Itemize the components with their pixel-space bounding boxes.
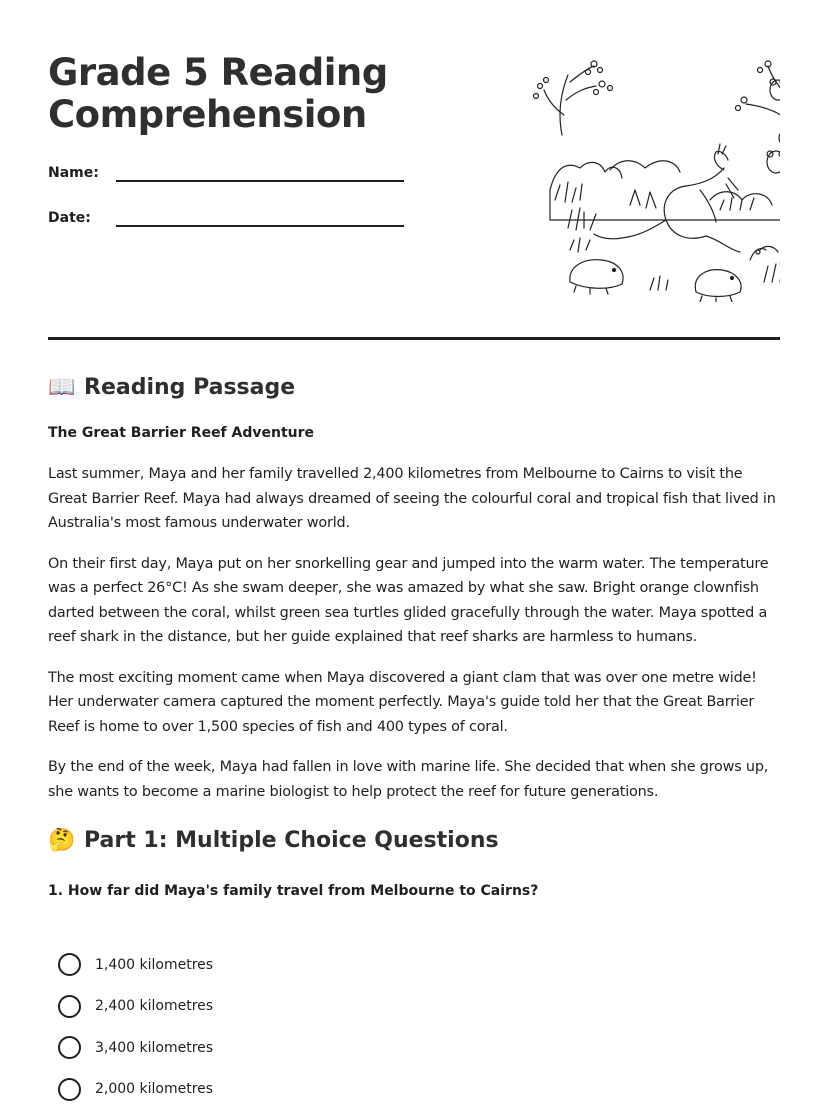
answer-option[interactable] <box>58 1027 213 1069</box>
question-1-options <box>58 944 213 1110</box>
bushland-background <box>550 161 780 220</box>
passage-paragraph: By the end of the week, Maya had fallen in love with marine life. She decided that when she grows up, she wants to become a marine biologist to help protect the reef for future generations. <box>48 759 769 800</box>
wombat-drawing <box>570 260 623 294</box>
answer-option[interactable] <box>58 986 213 1028</box>
kangaroo-drawing <box>594 144 740 252</box>
radio-circle-icon[interactable] <box>58 1036 81 1059</box>
answer-option[interactable] <box>58 944 213 986</box>
reading-passage-heading-text: Reading Passage <box>84 375 296 400</box>
date-label: Date: <box>48 210 91 226</box>
australian-animals-illustration <box>510 60 780 302</box>
left-tree-drawing <box>534 61 613 135</box>
passage-paragraph: On their first day, Maya put on her snorkelling gear and jumped into the warm water. The temperature was a perfect 26°C! As she swam deeper, she was amazed by what she saw. Bright orange clownfish darted between the coral, whilst green sea turtles glided gracefully through the water. Maya spotted a reef shark in the distance, but her guide explained that reef sharks are harmless to humans. <box>48 555 769 645</box>
header-divider <box>48 337 780 340</box>
passage-paragraph: The most exciting moment came when Maya discovered a giant clam that was over one metre wide! Her underwater camera captured the moment perfectly. Maya's guide told her that the Great Barrier Reef is home to over 1,500 species of fish and 400 types of coral. <box>48 669 757 735</box>
small-wombat-drawing <box>695 270 741 302</box>
part1-heading <box>48 828 499 853</box>
date-write-line[interactable] <box>116 205 404 227</box>
answer-option[interactable] <box>58 1069 213 1111</box>
name-write-line[interactable] <box>116 160 404 182</box>
radio-circle-icon[interactable] <box>58 1078 81 1101</box>
worksheet-header <box>48 52 780 302</box>
answer-option-label: 2,400 kilometres <box>95 998 214 1015</box>
reading-passage-heading <box>48 375 295 400</box>
date-field <box>48 205 404 227</box>
right-tree-drawing <box>736 61 781 220</box>
thinking-face-icon: 🤔 <box>48 828 76 853</box>
name-field <box>48 160 404 182</box>
bird-drawing <box>756 246 778 254</box>
story-title: The Great Barrier Reef Adventure <box>48 425 315 441</box>
passage-body <box>48 462 782 820</box>
part1-heading-text: Part 1: Multiple Choice Questions <box>84 828 499 853</box>
answer-option-label: 2,000 kilometres <box>95 1081 214 1098</box>
radio-circle-icon[interactable] <box>58 953 81 976</box>
answer-option-label: 1,400 kilometres <box>95 956 214 973</box>
worksheet-title: Grade 5 Reading Comprehension <box>48 51 388 136</box>
question-1: 1. How far did Maya's family travel from Melbourne to Cairns? <box>48 883 539 899</box>
passage-paragraph: Last summer, Maya and her family travelled 2,400 kilometres from Melbourne to Cairns to visit the Great Barrier Reef. Maya had always dreamed of seeing the colourful coral and tropical fish that lived in Australia's most famous underwater world. <box>48 466 776 531</box>
radio-circle-icon[interactable] <box>58 995 81 1018</box>
answer-option-label: 3,400 kilometres <box>95 1039 214 1056</box>
open-book-icon: 📖 <box>48 375 76 400</box>
name-label: Name: <box>48 165 99 181</box>
